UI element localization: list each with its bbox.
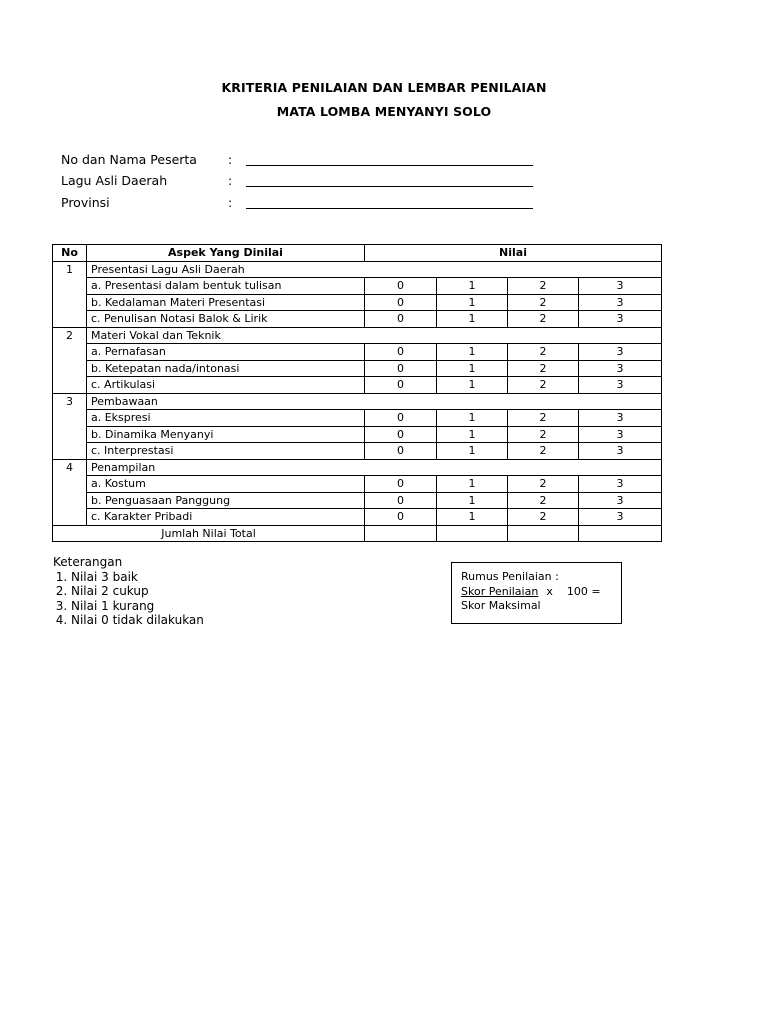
table-row — [53, 344, 662, 361]
criterion-label: b. Penguasaan Panggung — [87, 492, 365, 509]
table-row — [53, 377, 662, 394]
legend-item: 1. Nilai 3 baik — [71, 570, 204, 585]
formula-numerator: Skor Penilaian — [461, 584, 539, 598]
score-option[interactable]: 0 — [365, 443, 437, 460]
criterion-label: a. Pernafasan — [87, 344, 365, 361]
criterion-label: c. Penulisan Notasi Balok & Lirik — [87, 311, 365, 328]
score-option[interactable]: 3 — [579, 509, 662, 526]
table-row — [53, 311, 662, 328]
score-option[interactable]: 1 — [437, 476, 508, 493]
score-option[interactable]: 0 — [365, 410, 437, 427]
score-option[interactable]: 2 — [508, 294, 579, 311]
score-option[interactable]: 1 — [437, 509, 508, 526]
table-row — [53, 426, 662, 443]
score-option[interactable]: 0 — [365, 426, 437, 443]
score-option[interactable]: 1 — [437, 278, 508, 295]
table-row — [53, 476, 662, 493]
criterion-label: a. Kostum — [87, 476, 365, 493]
score-option[interactable]: 0 — [365, 476, 437, 493]
score-option[interactable]: 1 — [437, 426, 508, 443]
field-blank-line[interactable] — [246, 165, 533, 166]
criterion-label: c. Interprestasi — [87, 443, 365, 460]
legend-item: 3. Nilai 1 kurang — [71, 599, 204, 614]
score-option[interactable]: 2 — [508, 476, 579, 493]
criterion-label: c. Artikulasi — [87, 377, 365, 394]
field-colon: : — [228, 195, 233, 210]
section-title: Penampilan — [87, 459, 662, 476]
total-cell[interactable] — [508, 525, 579, 542]
criterion-label: b. Kedalaman Materi Presentasi — [87, 294, 365, 311]
score-option[interactable]: 3 — [579, 443, 662, 460]
section-row — [53, 393, 662, 410]
score-option[interactable]: 1 — [437, 294, 508, 311]
table-row — [53, 443, 662, 460]
criterion-label: c. Karakter Pribadi — [87, 509, 365, 526]
section-row — [53, 261, 662, 278]
field-label: Provinsi — [61, 195, 110, 210]
field-blank-line[interactable] — [246, 208, 533, 209]
score-option[interactable]: 3 — [579, 492, 662, 509]
score-option[interactable]: 2 — [508, 410, 579, 427]
field-blank-line[interactable] — [246, 186, 533, 187]
total-cell[interactable] — [437, 525, 508, 542]
section-row — [53, 327, 662, 344]
header-no: No — [53, 245, 87, 262]
table-row — [53, 294, 662, 311]
score-option[interactable]: 1 — [437, 410, 508, 427]
table-row — [53, 492, 662, 509]
formula-denominator: Skor Maksimal — [461, 599, 541, 612]
formula-box — [451, 562, 622, 624]
header-nilai: Nilai — [365, 245, 662, 262]
score-option[interactable]: 2 — [508, 492, 579, 509]
assessment-table — [52, 244, 662, 542]
formula-heading: Rumus Penilaian : — [461, 570, 559, 583]
score-option[interactable]: 3 — [579, 278, 662, 295]
field-label: Lagu Asli Daerah — [61, 173, 168, 188]
score-option[interactable]: 3 — [579, 294, 662, 311]
score-option[interactable]: 0 — [365, 492, 437, 509]
score-option[interactable]: 2 — [508, 509, 579, 526]
score-option[interactable]: 1 — [437, 360, 508, 377]
table-row — [53, 410, 662, 427]
score-option[interactable]: 3 — [579, 410, 662, 427]
section-number: 1 — [53, 261, 87, 327]
field-colon: : — [228, 152, 233, 167]
score-option[interactable]: 0 — [365, 311, 437, 328]
table-header-row — [53, 245, 662, 262]
criterion-label: a. Presentasi dalam bentuk tulisan — [87, 278, 365, 295]
field-label: No dan Nama Peserta — [61, 152, 197, 167]
section-title: Materi Vokal dan Teknik — [87, 327, 662, 344]
formula-times: x — [546, 584, 553, 598]
document-title: KRITERIA PENILAIAN DAN LEMBAR PENILAIAN — [221, 80, 547, 95]
total-cell[interactable] — [365, 525, 437, 542]
legend-heading: Keterangan — [53, 555, 123, 569]
score-option[interactable]: 3 — [579, 377, 662, 394]
header-aspek: Aspek Yang Dinilai — [87, 245, 365, 262]
score-option[interactable]: 1 — [437, 311, 508, 328]
score-option[interactable]: 0 — [365, 294, 437, 311]
score-option[interactable]: 3 — [579, 426, 662, 443]
score-option[interactable]: 2 — [508, 377, 579, 394]
criterion-label: b. Ketepatan nada/intonasi — [87, 360, 365, 377]
score-option[interactable]: 0 — [365, 509, 437, 526]
score-option[interactable]: 3 — [579, 344, 662, 361]
score-option[interactable]: 2 — [508, 443, 579, 460]
table-row — [53, 360, 662, 377]
total-label: Jumlah Nilai Total — [53, 525, 365, 542]
table-row — [53, 509, 662, 526]
total-cell[interactable] — [579, 525, 662, 542]
section-row — [53, 459, 662, 476]
formula-hundred: 100 = — [566, 584, 601, 598]
total-row — [53, 525, 662, 542]
score-option[interactable]: 1 — [437, 344, 508, 361]
score-option[interactable]: 2 — [508, 311, 579, 328]
section-number: 2 — [53, 327, 87, 393]
score-option[interactable]: 0 — [365, 344, 437, 361]
score-option[interactable]: 3 — [579, 476, 662, 493]
score-option[interactable]: 2 — [508, 344, 579, 361]
score-option[interactable]: 2 — [508, 360, 579, 377]
legend — [53, 555, 204, 628]
score-option[interactable]: 3 — [579, 311, 662, 328]
criterion-label: a. Ekspresi — [87, 410, 365, 427]
document-subtitle: MATA LOMBA MENYANYI SOLO — [276, 104, 492, 119]
formula-line — [461, 585, 621, 600]
section-title: Pembawaan — [87, 393, 662, 410]
score-option[interactable]: 0 — [365, 360, 437, 377]
table-row — [53, 278, 662, 295]
field-colon: : — [228, 173, 233, 188]
score-option[interactable]: 2 — [508, 278, 579, 295]
score-option[interactable]: 1 — [437, 443, 508, 460]
section-title: Presentasi Lagu Asli Daerah — [87, 261, 662, 278]
score-option[interactable]: 0 — [365, 278, 437, 295]
legend-item: 4. Nilai 0 tidak dilakukan — [71, 613, 204, 628]
legend-list — [53, 570, 204, 628]
section-number: 4 — [53, 459, 87, 525]
section-number: 3 — [53, 393, 87, 459]
score-option[interactable]: 1 — [437, 492, 508, 509]
score-option[interactable]: 0 — [365, 377, 437, 394]
criterion-label: b. Dinamika Menyanyi — [87, 426, 365, 443]
score-option[interactable]: 2 — [508, 426, 579, 443]
score-option[interactable]: 3 — [579, 360, 662, 377]
legend-item: 2. Nilai 2 cukup — [71, 584, 204, 599]
score-option[interactable]: 1 — [437, 377, 508, 394]
